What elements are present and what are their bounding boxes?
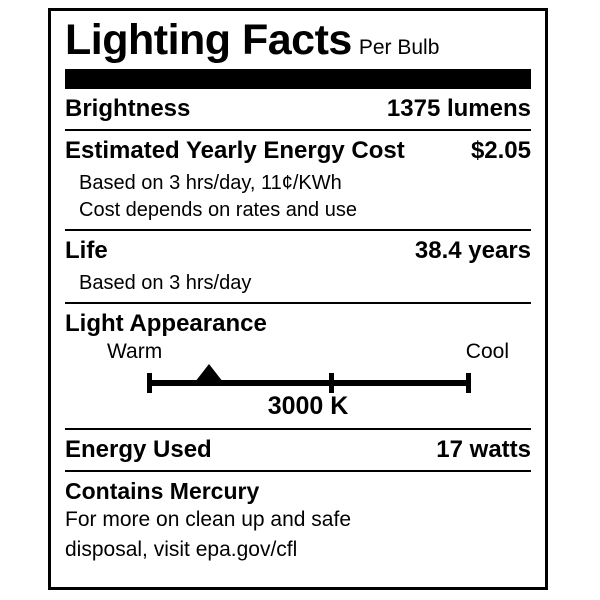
appearance-tick-mid xyxy=(329,373,334,393)
appearance-scale-labels xyxy=(65,340,531,366)
label-title xyxy=(65,11,531,64)
energy-used-row xyxy=(65,430,531,470)
title-divider-bar xyxy=(65,69,531,87)
appearance-tick-warm xyxy=(147,373,152,393)
brightness-row xyxy=(65,89,531,129)
mercury-heading: Contains Mercury xyxy=(65,478,260,504)
light-appearance-label: Light Appearance xyxy=(65,310,267,337)
appearance-tick-cool xyxy=(466,373,471,393)
label-title-sub: Per Bulb xyxy=(358,36,440,59)
brightness-label: Brightness xyxy=(65,95,191,122)
energy-cost-note-1: Based on 3 hrs/day, 11¢/KWh xyxy=(79,172,342,194)
energy-cost-label: Estimated Yearly Energy Cost xyxy=(65,137,405,164)
mercury-line-2: disposal, visit epa.gov/cfl xyxy=(65,537,298,561)
life-note: Based on 3 hrs/day xyxy=(79,272,252,294)
energy-cost-note-2: Cost depends on rates and use xyxy=(79,199,357,221)
appearance-scale xyxy=(65,368,531,424)
energy-cost-section xyxy=(65,131,531,229)
energy-cost-value: $2.05 xyxy=(470,137,531,164)
life-value: 38.4 years xyxy=(414,237,531,264)
life-row xyxy=(65,231,531,271)
life-label: Life xyxy=(65,237,108,264)
label-title-main: Lighting Facts xyxy=(65,16,352,64)
brightness-value: 1375 lumens xyxy=(386,95,531,122)
lighting-facts-label xyxy=(48,8,548,590)
energy-used-value: 17 watts xyxy=(436,436,531,463)
light-appearance-section xyxy=(65,304,531,428)
energy-cost-row xyxy=(65,131,531,171)
energy-used-label: Energy Used xyxy=(65,436,212,463)
mercury-section xyxy=(65,472,531,570)
appearance-kelvin-value: 3000 K xyxy=(267,392,349,420)
appearance-warm-label: Warm xyxy=(107,340,163,363)
appearance-cool-label: Cool xyxy=(465,340,509,363)
mercury-line-1: For more on clean up and safe xyxy=(65,508,352,531)
life-section xyxy=(65,231,531,302)
appearance-marker-triangle-icon xyxy=(195,364,223,382)
